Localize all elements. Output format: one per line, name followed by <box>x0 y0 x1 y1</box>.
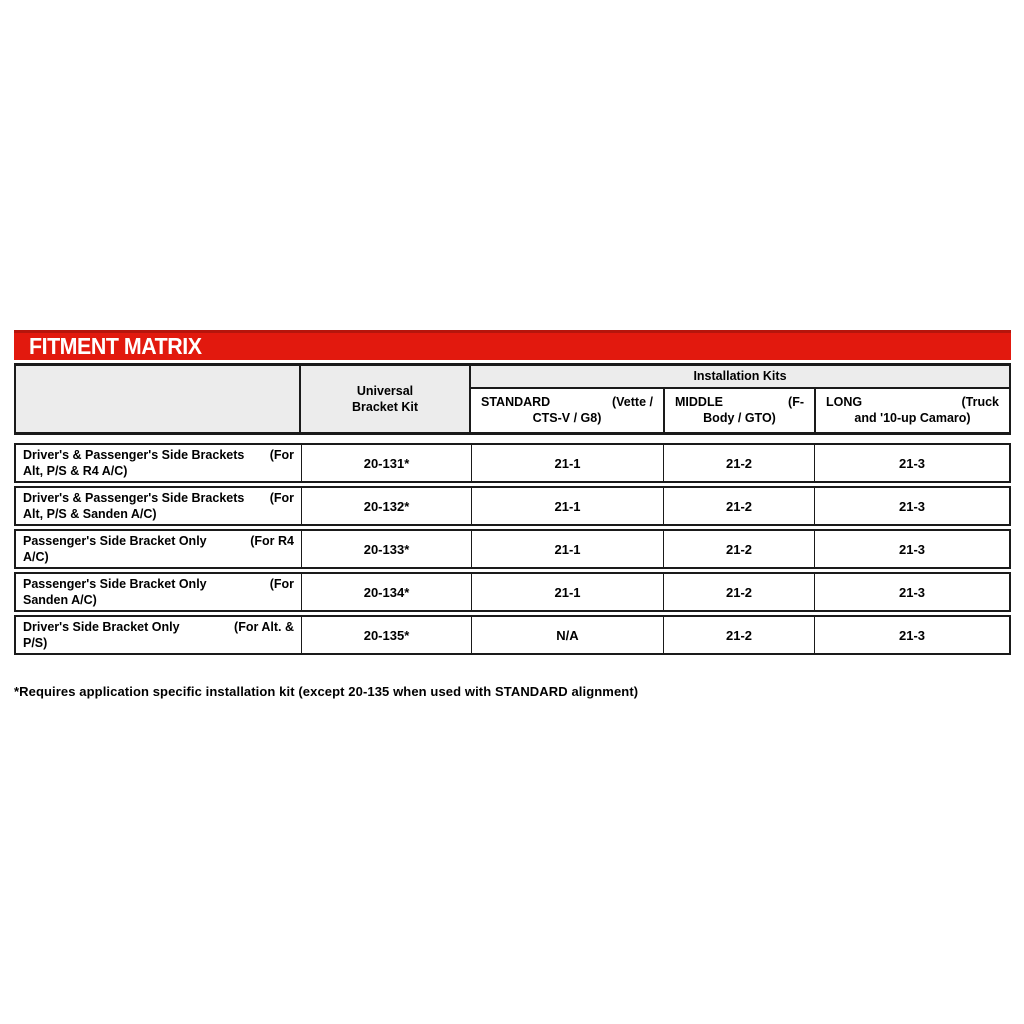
header-ubk-line2: Bracket Kit <box>352 400 418 414</box>
cell-universal-kit: 20-135* <box>301 617 471 653</box>
cell-standard-kit: 21-1 <box>471 531 663 567</box>
header-standard <box>471 389 663 432</box>
section-banner <box>14 330 1011 360</box>
cell-long-kit: 21-3 <box>814 488 1009 524</box>
header-universal-bracket-kit <box>301 366 471 432</box>
header-long-apps-1: (Truck <box>961 395 999 409</box>
header-standard-name: STANDARD <box>481 395 551 409</box>
header-long-name: LONG <box>826 395 863 409</box>
row-label: Driver's & Passenger's Side Brackets (For Alt, P/S & R4 A/C) <box>23 448 294 478</box>
header-installation-kits: Installation Kits <box>471 366 1009 389</box>
table-row <box>14 615 1011 655</box>
cell-middle-kit: 21-2 <box>663 574 814 610</box>
row-label: Passenger's Side Bracket Only (For Sanden A/C) <box>23 577 294 607</box>
row-label: Driver's Side Bracket Only (For Alt. & P/S) <box>23 620 294 650</box>
header-ubk-line1: Universal <box>356 384 414 398</box>
header-standard-apps-2: CTS-V / G8) <box>532 411 602 425</box>
cell-middle-kit: 21-2 <box>663 617 814 653</box>
cell-middle-kit: 21-2 <box>663 488 814 524</box>
table-row <box>14 486 1011 526</box>
cell-standard-kit: 21-1 <box>471 445 663 481</box>
page-title: FITMENT MATRIX <box>29 333 202 359</box>
header-middle-apps-2: Body / GTO) <box>703 411 776 425</box>
cell-long-kit: 21-3 <box>814 574 1009 610</box>
fitment-matrix-section <box>14 330 1011 699</box>
header-empty-cell <box>16 366 301 432</box>
cell-universal-kit: 20-133* <box>301 531 471 567</box>
cell-universal-kit: 20-132* <box>301 488 471 524</box>
cell-universal-kit: 20-134* <box>301 574 471 610</box>
table-row <box>14 443 1011 483</box>
table-body <box>14 443 1011 655</box>
table-header <box>14 363 1011 435</box>
table-row <box>14 572 1011 612</box>
cell-long-kit: 21-3 <box>814 617 1009 653</box>
header-middle-apps-1: (F- <box>788 395 804 409</box>
cell-long-kit: 21-3 <box>814 531 1009 567</box>
header-middle <box>663 389 814 432</box>
cell-universal-kit: 20-131* <box>301 445 471 481</box>
footnote: *Requires application specific installation kit (except 20-135 when used with STANDARD alignment) <box>14 684 639 699</box>
header-long <box>814 389 1009 432</box>
cell-middle-kit: 21-2 <box>663 531 814 567</box>
table-row <box>14 529 1011 569</box>
header-middle-name: MIDDLE <box>675 395 723 409</box>
cell-standard-kit: 21-1 <box>471 488 663 524</box>
cell-middle-kit: 21-2 <box>663 445 814 481</box>
cell-long-kit: 21-3 <box>814 445 1009 481</box>
header-long-apps-2: and '10-up Camaro) <box>854 411 971 425</box>
row-label: Driver's & Passenger's Side Brackets (For Alt, P/S & Sanden A/C) <box>23 491 294 521</box>
header-standard-apps-1: (Vette / <box>612 395 653 409</box>
cell-standard-kit: N/A <box>471 617 663 653</box>
row-label: Passenger's Side Bracket Only (For R4 A/C) <box>23 534 294 564</box>
cell-standard-kit: 21-1 <box>471 574 663 610</box>
